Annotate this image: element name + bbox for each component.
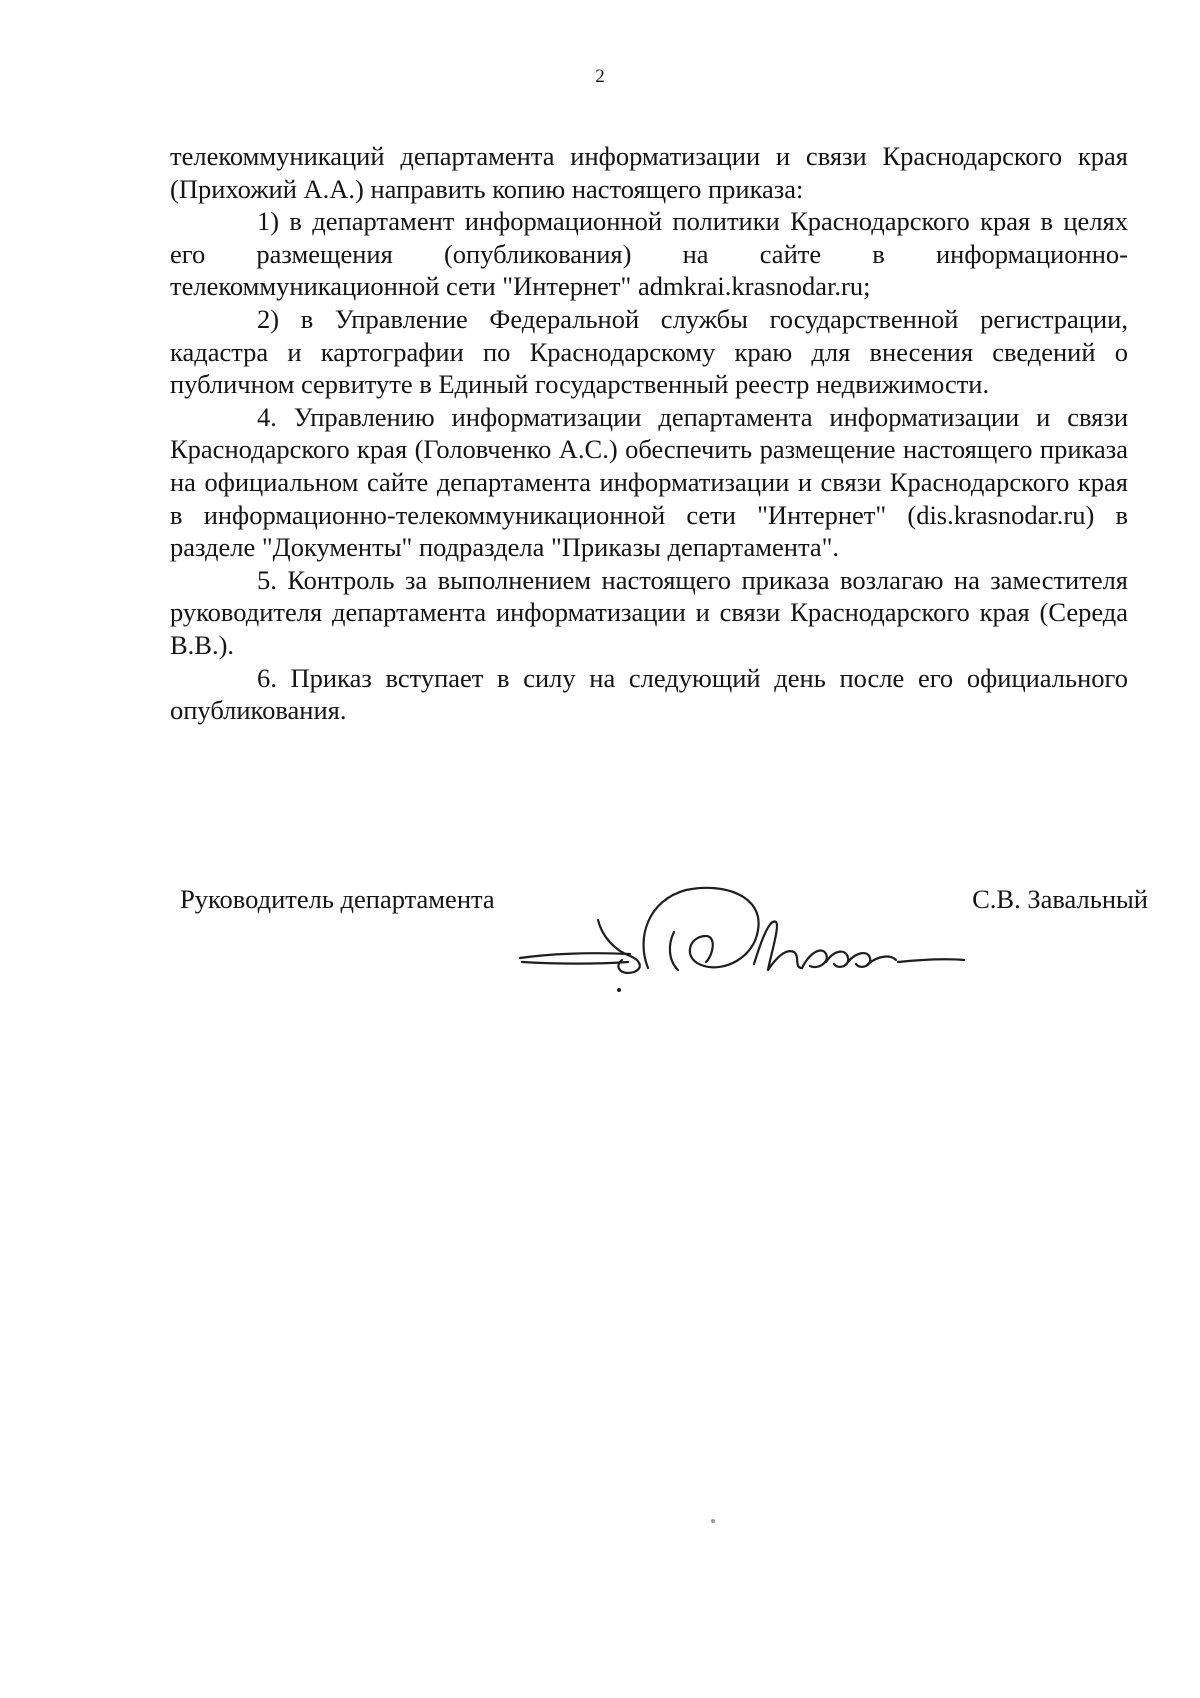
paragraph-clause-5: 5. Контроль за выполнением настоящего приказа возлагаю на заместителя руководителя департамента информатизации и связи Краснодарского края (Середа В.В.).: [170, 564, 1128, 660]
paragraph-item-1: 1) в департамент информационной политики Краснодарского края в целях его размещения (опубликования) на сайте в информационно-телекоммуникационной сети "Интернет" admkrai.krasnodar.ru;: [170, 206, 1128, 302]
handwritten-signature: [518, 878, 968, 1008]
page-number: 2: [595, 66, 605, 87]
signer-name: С.В. Завальный: [972, 884, 1148, 914]
paragraph-clause-6: 6. Приказ вступает в силу на следующий день после его официального опубликования.: [170, 662, 1128, 726]
paragraph-item-2: 2) в Управление Федеральной службы государственной регистрации, кадастра и картографии по Краснодарскому краю для внесения сведений о публичном сервитуте в Единый государственный реестр недвижимости.: [170, 303, 1128, 400]
paragraph-continuation: телекоммуникаций департамента информатизации и связи Краснодарского края (Прихожий А.А.) направить копию настоящего приказа:: [170, 141, 1128, 204]
scan-speck: [711, 1519, 715, 1523]
signer-position: Руководитель департамента: [180, 884, 495, 914]
document-body: [170, 140, 1128, 727]
paragraph-clause-4: 4. Управлению информатизации департамента информатизации и связи Краснодарского края (Головченко А.С.) обеспечить размещение настоящего приказа на официальном сайте департамента информатизации и связи Краснодарского края в информационно-телекоммуникационной сети "Интернет" (dis.krasnodar.ru) в разделе "Документы" подраздела "Приказы департамента".: [170, 401, 1128, 563]
